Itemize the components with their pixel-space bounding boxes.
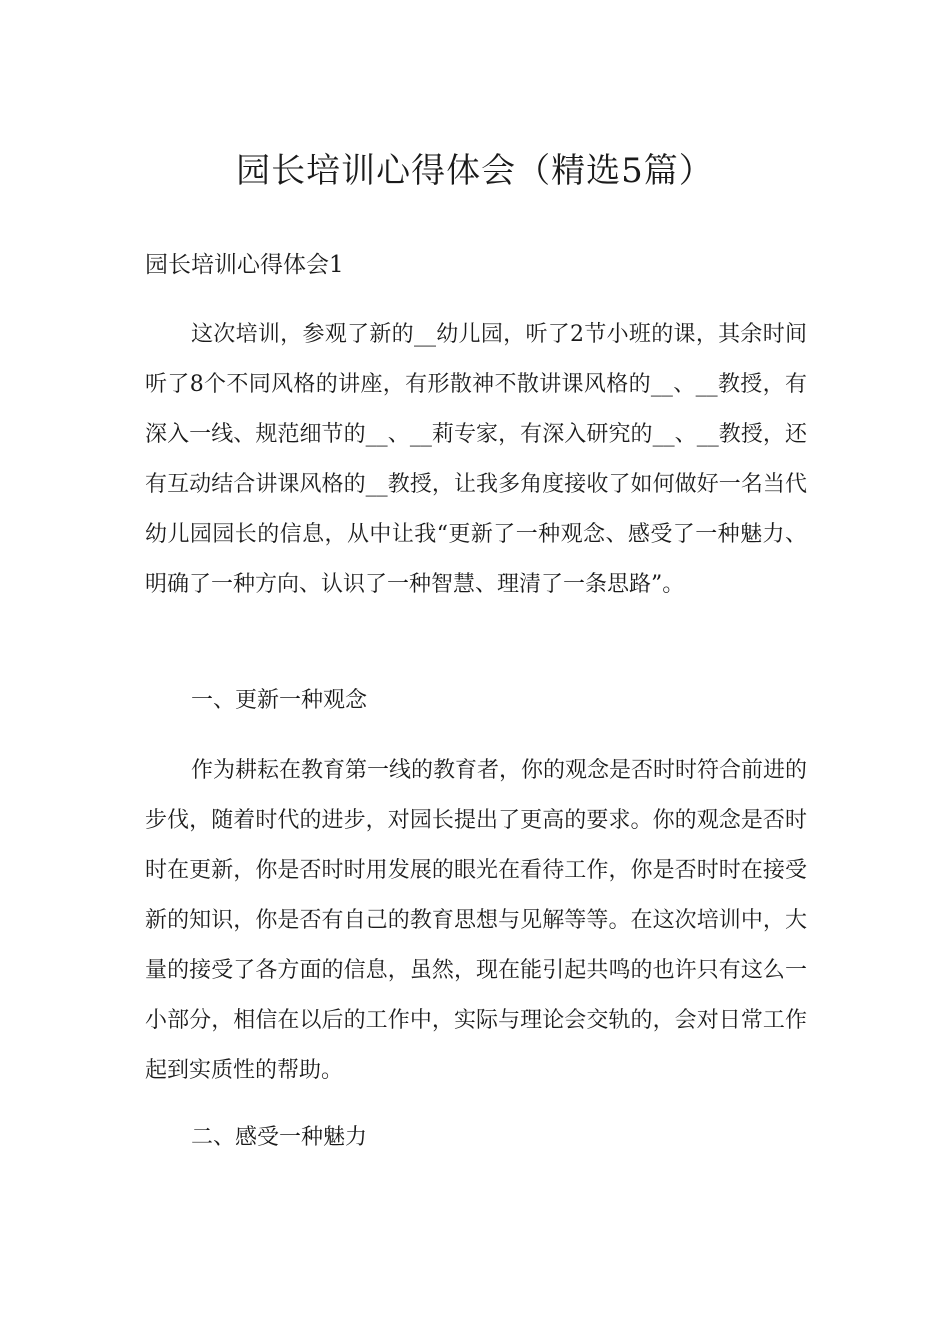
paragraph-intro: 这次培训，参观了新的__幼儿园，听了2节小班的课，其余时间听了8个不同风格的讲座，有形散神不散讲课风格的__、__教授，有深入一线、规范细节的__、__莉专家，有深入研究的__、__教授，还有互动结合讲课风格的__教授，让我多角度接收了如何做好一名当代幼儿园园长的信息，从中让我“更新了一种观念、感受了一种魅力、明确了一种方向、认识了一种智慧、理清了一条思路”。 [145, 322, 807, 597]
subheading-feel-charm: 二、感受一种魅力 [191, 1125, 368, 1150]
document-title: 园长培训心得体会（精选5篇） [236, 150, 714, 191]
paragraph-update-concept: 作为耕耘在教育第一线的教育者，你的观念是否时时符合前进的步伐，随着时代的进步，对园长提出了更高的要求。你的观念是否时时在更新，你是否时时用发展的眼光在看待工作，你是否时时在接受新的知识，你是否有自己的教育思想与见解等等。在这次培训中，大量的接受了各方面的信息，虽然，现在能引起共鸣的也许只有这么一小部分，相信在以后的工作中，实际与理论会交轨的，会对日常工作起到实质性的帮助。 [145, 758, 808, 1083]
section-heading: 园长培训心得体会1 [145, 252, 344, 278]
subheading-update-concept: 一、更新一种观念 [191, 688, 368, 713]
